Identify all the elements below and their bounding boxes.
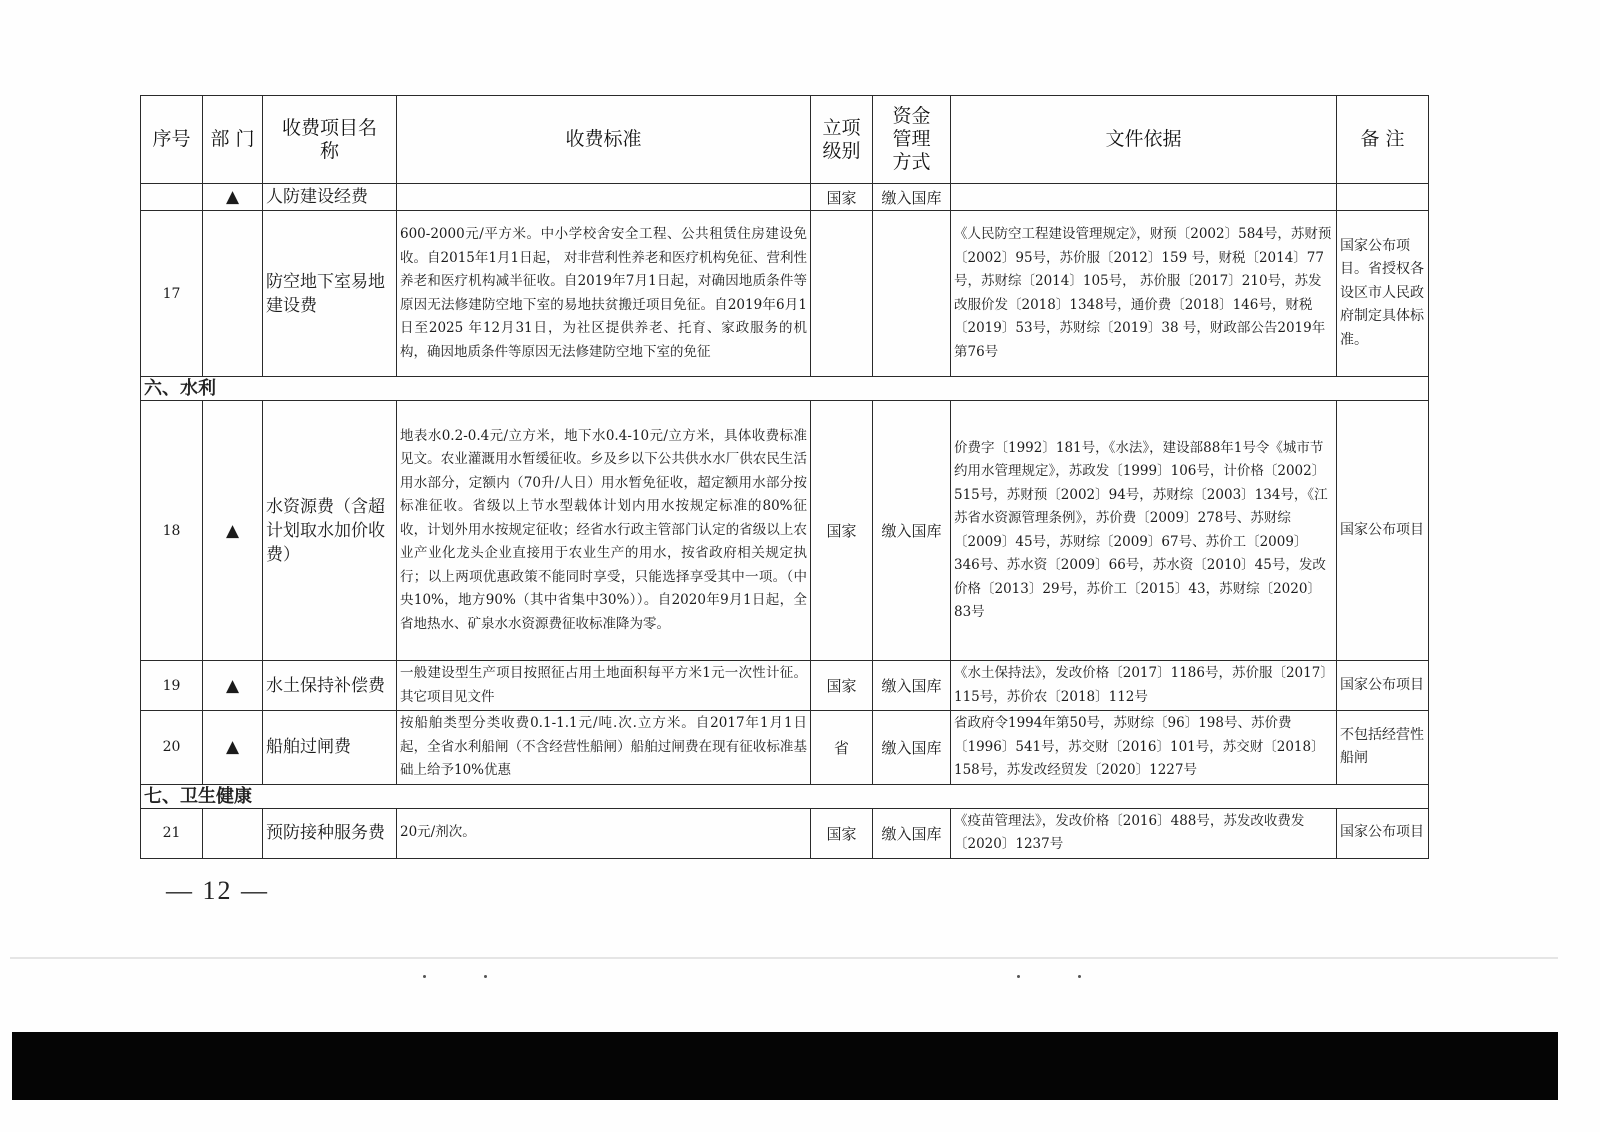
table-row-19 xyxy=(141,661,1429,711)
table-row-20 xyxy=(141,711,1429,785)
cell-dept xyxy=(203,808,263,858)
scan-black-bar xyxy=(12,1032,1558,1100)
scan-fold-line xyxy=(10,957,1558,959)
header-name: 收费项目名称 xyxy=(263,96,397,184)
header-row xyxy=(141,96,1429,184)
cell-note: 不包括经营性船闸 xyxy=(1337,711,1429,785)
cell-name: 船舶过闸费 xyxy=(263,711,397,785)
section-title: 六、水利 xyxy=(141,377,1429,401)
cell-level: 省 xyxy=(811,711,873,785)
cell-dept xyxy=(203,211,263,377)
table-row-21 xyxy=(141,808,1429,858)
cell-level: 国家 xyxy=(811,184,873,211)
cell-standard: 按船舶类型分类收费0.1-1.1元/吨.次.立方米。自2017年1月1日起，全省水利船闸（不含经营性船闸）船舶过闸费在现有征收标准基础上给予10%优惠 xyxy=(397,711,811,785)
header-fund: 资金管理方式 xyxy=(873,96,951,184)
cell-basis: 《疫苗管理法》，发改价格〔2016〕488号，苏发改收费发〔2020〕1237号 xyxy=(951,808,1337,858)
table-row-civil-defense xyxy=(141,184,1429,211)
triangle-mark-icon: ▲ xyxy=(203,401,263,661)
scan-speck xyxy=(423,975,426,978)
triangle-mark-icon: ▲ xyxy=(203,184,263,211)
cell-level xyxy=(811,211,873,377)
cell-fund: 缴入国库 xyxy=(873,661,951,711)
cell-no: 18 xyxy=(141,401,203,661)
cell-standard xyxy=(397,184,811,211)
scan-speck xyxy=(1017,975,1020,978)
cell-basis: 省政府令1994年第50号，苏财综〔96〕198号、苏价费〔1996〕541号，苏交财〔2016〕101号，苏交财〔2018〕158号，苏发改经贸发〔2020〕1227号 xyxy=(951,711,1337,785)
cell-fund: 缴入国库 xyxy=(873,401,951,661)
cell-level: 国家 xyxy=(811,401,873,661)
cell-standard: 20元/剂次。 xyxy=(397,808,811,858)
cell-fund: 缴入国库 xyxy=(873,184,951,211)
cell-fund: 缴入国库 xyxy=(873,808,951,858)
header-standard: 收费标准 xyxy=(397,96,811,184)
fee-table xyxy=(140,95,1429,859)
scan-speck xyxy=(1078,975,1081,978)
scan-speck xyxy=(484,975,487,978)
header-basis: 文件依据 xyxy=(951,96,1337,184)
cell-note xyxy=(1337,184,1429,211)
triangle-mark-icon: ▲ xyxy=(203,661,263,711)
page-number: — 12 — xyxy=(166,876,269,905)
cell-basis: 《水土保持法》，发改价格〔2017〕1186号，苏价服〔2017〕115号，苏价农〔2018〕112号 xyxy=(951,661,1337,711)
cell-no xyxy=(141,184,203,211)
cell-note: 国家公布项目。省授权各设区市人民政府制定具体标准。 xyxy=(1337,211,1429,377)
cell-no: 17 xyxy=(141,211,203,377)
cell-no: 19 xyxy=(141,661,203,711)
header-level: 立项级别 xyxy=(811,96,873,184)
cell-standard: 600-2000元/平方米。中小学校舍安全工程、公共租赁住房建设免收。自2015年1月1日起， 对非营利性养老和医疗机构免征、营利性养老和医疗机构减半征收。自2019年7月1日起，对确因地质条件等原因无法修建防空地下室的易地扶贫搬迁项目免征。自2019年6月1日至2025 年12月31日，为社区提供养老、托育、家政服务的机构，确因地质条件等原因无法修建防空地下室的免征 xyxy=(397,211,811,377)
header-note: 备 注 xyxy=(1337,96,1429,184)
cell-basis: 《人民防空工程建设管理规定》，财预〔2002〕584号，苏财预〔2002〕95号，苏价服〔2012〕159 号，财税〔2014〕77号，苏财综〔2014〕105号， 苏价服〔2017〕210号，苏发改服价发〔2018〕1348号，通价费〔2018〕146号，财税〔2019〕53号，苏财综〔2019〕38 号，财政部公告2019年第76号 xyxy=(951,211,1337,377)
cell-note: 国家公布项目 xyxy=(1337,661,1429,711)
section-title: 七、卫生健康 xyxy=(141,784,1429,808)
cell-no: 21 xyxy=(141,808,203,858)
cell-basis: 价费字〔1992〕181号，《水法》，建设部88年1号令《城市节约用水管理规定》，苏政发〔1999〕106号，计价格〔2002〕515号，苏财预〔2002〕94号，苏财综〔2003〕134号，《江苏省水资源管理条例》，苏价费〔2009〕278号、苏财综〔2009〕45号，苏财综〔2009〕67号、苏价工〔2009〕346号、苏水资〔2009〕66号，苏水资〔2010〕45号，发改价格〔2013〕29号，苏价工〔2015〕43，苏财综〔2020〕83号 xyxy=(951,401,1337,661)
cell-note: 国家公布项目 xyxy=(1337,808,1429,858)
cell-note: 国家公布项目 xyxy=(1337,401,1429,661)
cell-name: 水资源费（含超计划取水加价收费） xyxy=(263,401,397,661)
cell-no: 20 xyxy=(141,711,203,785)
header-no: 序号 xyxy=(141,96,203,184)
cell-level: 国家 xyxy=(811,661,873,711)
triangle-mark-icon: ▲ xyxy=(203,711,263,785)
header-dept: 部 门 xyxy=(203,96,263,184)
cell-name: 防空地下室易地建设费 xyxy=(263,211,397,377)
cell-fund: 缴入国库 xyxy=(873,711,951,785)
cell-name: 水土保持补偿费 xyxy=(263,661,397,711)
table-row-18 xyxy=(141,401,1429,661)
cell-standard: 一般建设型生产项目按照征占用土地面积每平方米1元一次性计征。其它项目见文件 xyxy=(397,661,811,711)
cell-basis xyxy=(951,184,1337,211)
section-row-health xyxy=(141,784,1429,808)
cell-name: 人防建设经费 xyxy=(263,184,397,211)
cell-fund xyxy=(873,211,951,377)
section-row-water xyxy=(141,377,1429,401)
cell-level: 国家 xyxy=(811,808,873,858)
cell-standard: 地表水0.2-0.4元/立方米，地下水0.4-10元/立方米，具体收费标准见文。农业灌溉用水暂缓征收。乡及乡以下公共供水水厂供农民生活用水部分，定额内（70升/人日）用水暂免征收，超定额用水部分按标准征收。省级以上节水型载体计划内用水按规定标准的80%征收，计划外用水按规定征收；经省水行政主管部门认定的省级以上农业产业化龙头企业直接用于农业生产的用水，按省政府相关规定执行；以上两项优惠政策不能同时享受，只能选择享受其中一项。（中央10%，地方90%（其中省集中30%））。自2020年9月1日起，全省地热水、矿泉水水资源费征收标准降为零。 xyxy=(397,401,811,661)
cell-name: 预防接种服务费 xyxy=(263,808,397,858)
table-row-17 xyxy=(141,211,1429,377)
